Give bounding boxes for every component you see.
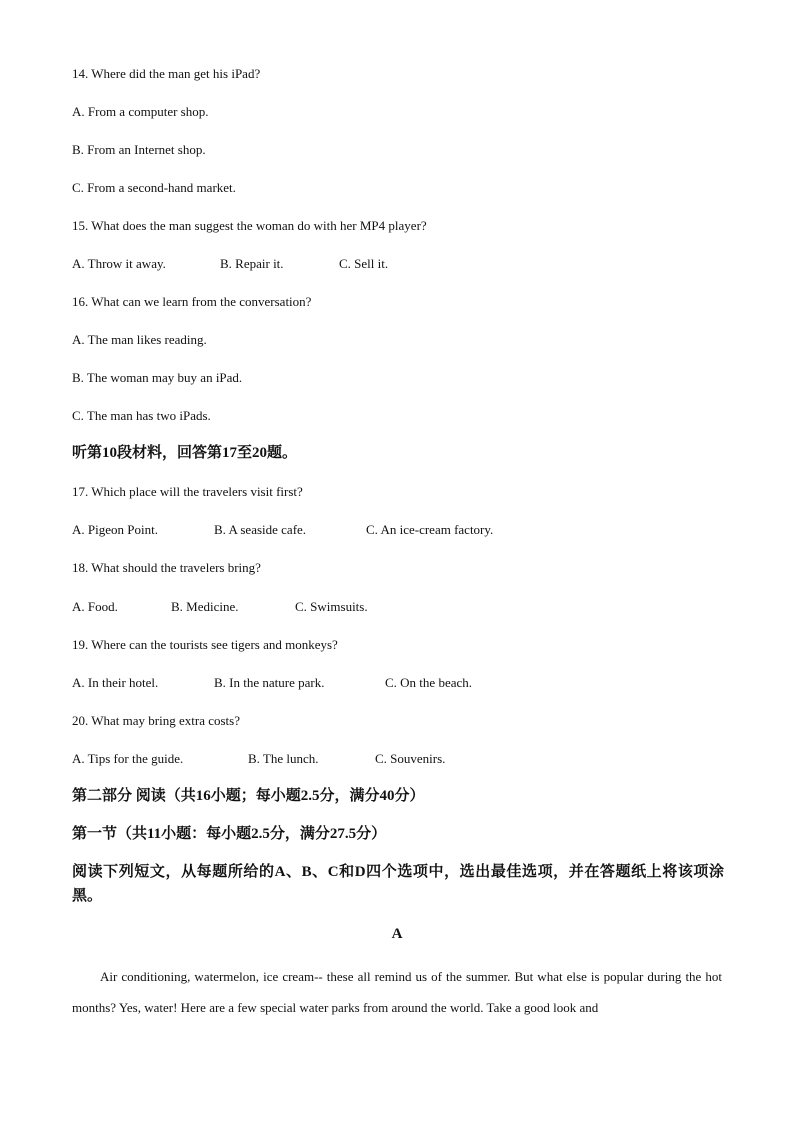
q17-options (72, 522, 493, 538)
q16-option-b: B. The woman may buy an iPad. (72, 370, 243, 385)
part-2-heading: 第二部分 阅读（共16小题；每小题2.5分，满分40分） (72, 788, 425, 804)
q20-options (72, 751, 445, 767)
q20-option-a: A. Tips for the guide. (72, 751, 184, 766)
question-14: 14. Where did the man get his iPad? (72, 66, 261, 81)
section-10-heading: 听第10段材料，回答第17至20题。 (72, 445, 298, 461)
q15-option-c: C. Sell it. (339, 256, 389, 271)
passage-paragraph: Air conditioning, watermelon, ice cream-- these all remind us of the summer. But what else is popular during the hot months? Yes, water! Here are a few special water parks from around the world. Take a good look and (72, 969, 722, 1015)
question-16: 16. What can we learn from the conversation? (72, 294, 312, 309)
passage-label: A (391, 926, 403, 942)
q19-option-b: B. In the nature park. (214, 675, 325, 690)
question-18: 18. What should the travelers bring? (72, 560, 261, 575)
question-15: 15. What does the man suggest the woman do with her MP4 player? (72, 218, 427, 233)
q16-option-c: C. The man has two iPads. (72, 408, 211, 423)
q16-option-a: A. The man likes reading. (72, 332, 207, 347)
q17-option-c: C. An ice-cream factory. (366, 522, 494, 537)
question-20: 20. What may bring extra costs? (72, 713, 240, 728)
q18-options (72, 599, 368, 615)
reading-instruction: 阅读下列短文，从每题所给的A、B、C和D四个选项中，选出最佳选项，并在答题纸上将该项涂黑。 (72, 864, 724, 904)
q14-option-b: B. From an Internet shop. (72, 142, 206, 157)
q18-option-c: C. Swimsuits. (295, 599, 368, 614)
q20-option-b: B. The lunch. (248, 751, 319, 766)
q15-options (72, 256, 388, 272)
q17-option-b: B. A seaside cafe. (214, 522, 307, 537)
question-19: 19. Where can the tourists see tigers and monkeys? (72, 637, 338, 652)
q18-option-b: B. Medicine. (171, 599, 239, 614)
q19-option-c: C. On the beach. (385, 675, 473, 690)
q17-option-a: A. Pigeon Point. (72, 522, 158, 537)
q18-option-a: A. Food. (72, 599, 118, 614)
question-17: 17. Which place will the travelers visit first? (72, 484, 303, 499)
q19-options (72, 675, 472, 691)
section-1-heading: 第一节（共11小题：每小题2.5分，满分27.5分） (72, 826, 387, 842)
q14-option-c: C. From a second-hand market. (72, 180, 236, 195)
q20-option-c: C. Souvenirs. (375, 751, 446, 766)
q14-option-a: A. From a computer shop. (72, 104, 209, 119)
q15-option-b: B. Repair it. (220, 256, 284, 271)
q19-option-a: A. In their hotel. (72, 675, 159, 690)
q15-option-a: A. Throw it away. (72, 256, 166, 271)
